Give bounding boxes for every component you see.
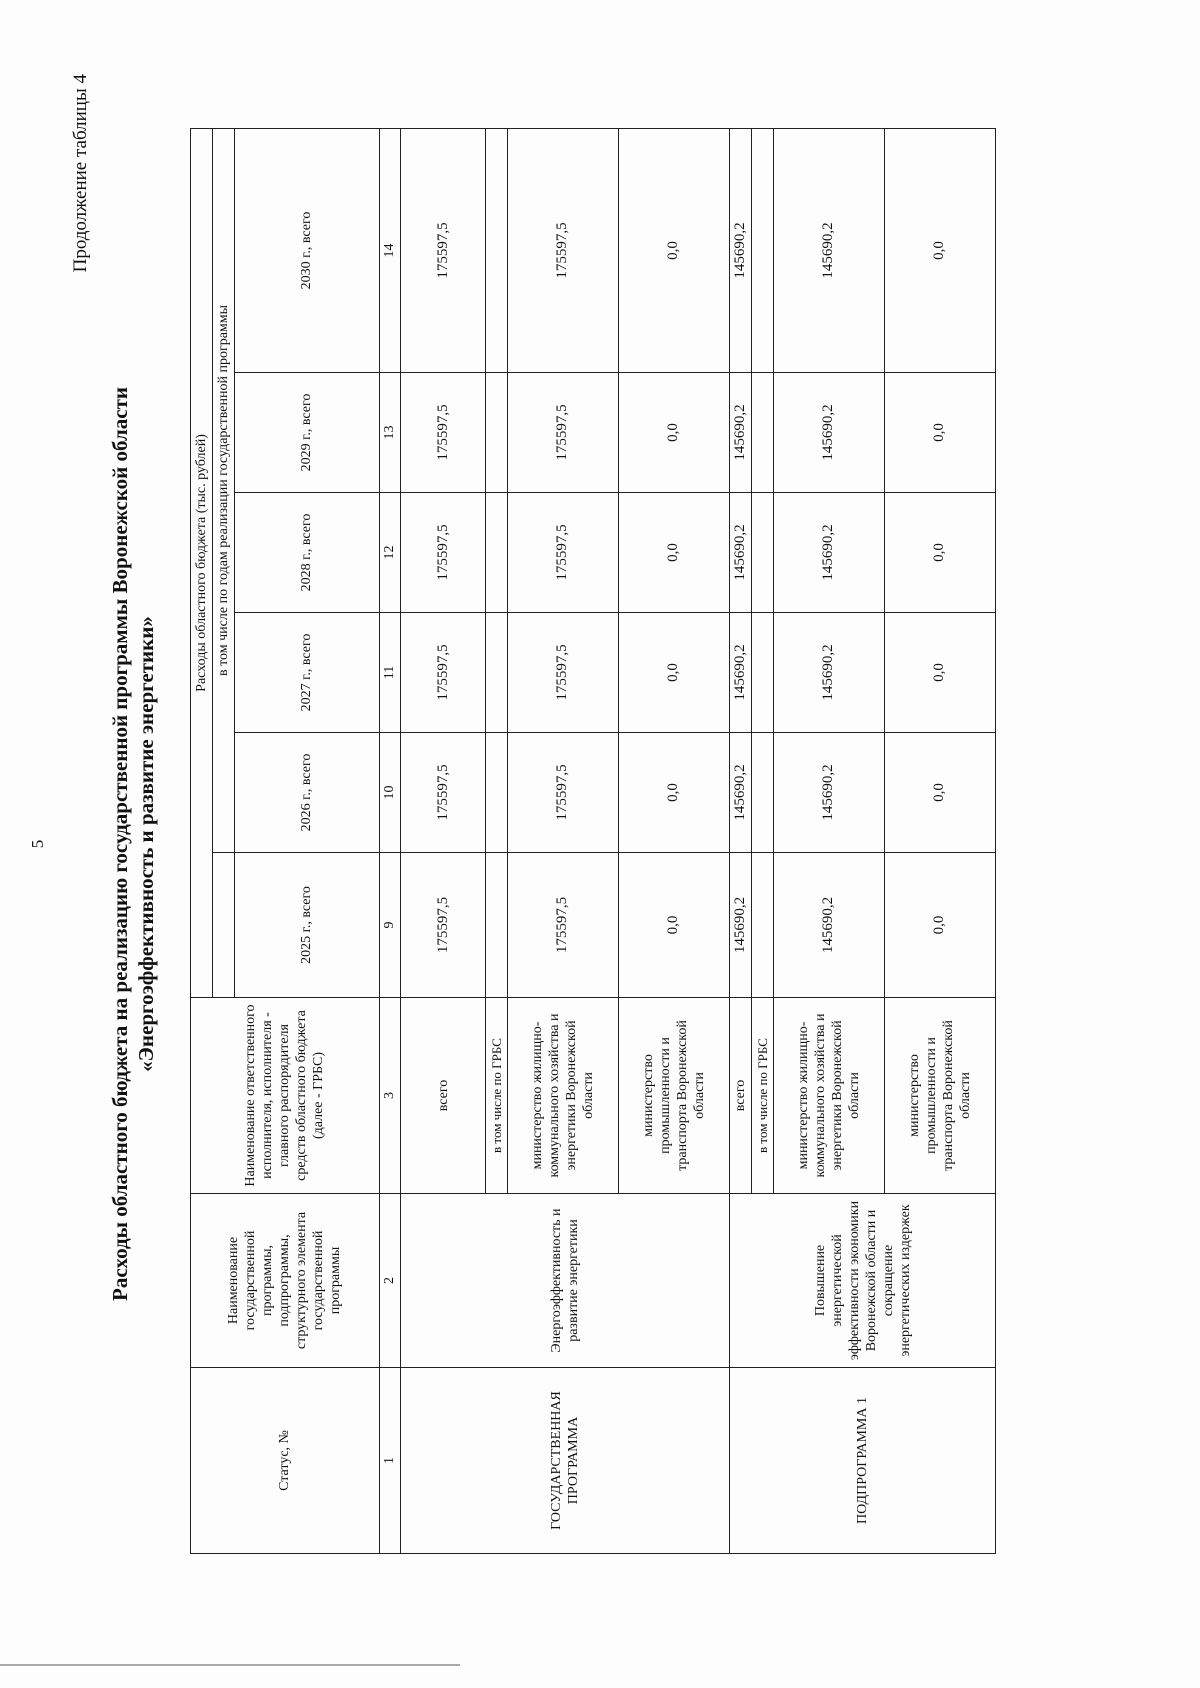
header-by-years: в том числе по годам реализации государственной программы [212, 128, 234, 852]
grbs-label: в том числе по ГРБС [751, 998, 773, 1194]
value-cell: 145690,2 [773, 733, 884, 853]
value-cell: 175597,5 [401, 373, 486, 493]
header-year-2028: 2028 г., всего [234, 493, 379, 613]
value-cell: 175597,5 [401, 613, 486, 733]
executor-total-label: всего [401, 998, 486, 1194]
value-cell: 145690,2 [730, 613, 752, 733]
value-cell: 145690,2 [730, 373, 752, 493]
value-cell: 145690,2 [773, 128, 884, 372]
value-cell: 0,0 [618, 373, 729, 493]
value-cell: 0,0 [884, 853, 995, 998]
value-cell: 0,0 [618, 733, 729, 853]
value-cell: 175597,5 [507, 373, 618, 493]
header-executor: Наименование ответственного исполнителя, исполнителя - главного распорядителя средств областного бюджета (далее - ГРБС) [191, 998, 380, 1194]
executor-total-label: всего [730, 998, 752, 1194]
column-number-row [379, 128, 401, 1553]
value-cell: 145690,2 [730, 128, 752, 372]
value-cell: 175597,5 [507, 853, 618, 998]
executor-cell: министерство промышленности и транспорта Воронежской области [618, 998, 729, 1194]
grbs-label: в том числе по ГРБС [485, 998, 507, 1194]
value-cell: 0,0 [618, 493, 729, 613]
col-number: 10 [379, 733, 401, 853]
table-row [730, 128, 752, 1553]
header-year-2026: 2026 г., всего [234, 733, 379, 853]
col-number: 14 [379, 128, 401, 372]
value-cell: 145690,2 [730, 733, 752, 853]
executor-cell: министерство промышленности и транспорта Воронежской области [884, 998, 995, 1194]
header-program-name: Наименование государственной программы, подпрограммы, структурного элемента государственной программы [191, 1194, 380, 1368]
scan-artifact-line [0, 1664, 460, 1666]
value-cell: 175597,5 [401, 733, 486, 853]
header-year-2027: 2027 г., всего [234, 613, 379, 733]
page-number: 5 [28, 839, 47, 849]
rotated-content [10, 64, 1170, 1624]
value-cell: 0,0 [884, 493, 995, 613]
header-year-2025: 2025 г., всего [234, 853, 379, 998]
table-row [401, 128, 486, 1553]
value-cell: 0,0 [618, 613, 729, 733]
value-cell: 145690,2 [773, 613, 884, 733]
budget-table [190, 128, 996, 1554]
status-cell: ГОСУДАРСТВЕННАЯ ПРОГРАММА [401, 1368, 730, 1554]
value-cell: 0,0 [618, 853, 729, 998]
value-cell: 145690,2 [730, 493, 752, 613]
col-number: 11 [379, 613, 401, 733]
value-cell: 175597,5 [507, 613, 618, 733]
value-cell: 145690,2 [773, 373, 884, 493]
value-cell: 175597,5 [507, 733, 618, 853]
status-cell: ПОДПРОГРАММА 1 [730, 1368, 996, 1554]
document-title [107, 204, 159, 1484]
header-year-2029: 2029 г., всего [234, 373, 379, 493]
value-cell: 175597,5 [401, 493, 486, 613]
value-cell: 0,0 [618, 128, 729, 372]
header-status: Статус, № [191, 1368, 380, 1554]
col-number: 12 [379, 493, 401, 613]
col-number: 2 [379, 1194, 401, 1368]
value-cell: 0,0 [884, 613, 995, 733]
col-number: 1 [379, 1368, 401, 1554]
value-cell: 175597,5 [507, 493, 618, 613]
budget-table-wrapper [190, 129, 996, 1554]
header-expenses: Расходы областного бюджета (тыс. рублей) [191, 128, 213, 997]
executor-cell: министерство жилищно-коммунального хозяйства и энергетики Воронежской области [507, 998, 618, 1194]
executor-cell: министерство жилищно-коммунального хозяйства и энергетики Воронежской области [773, 998, 884, 1194]
value-cell: 0,0 [884, 733, 995, 853]
col-number: 9 [379, 853, 401, 998]
col-number: 3 [379, 998, 401, 1194]
title-line-2: «Энергоэффективность и развитие энергетики» [134, 616, 158, 1072]
table-continuation-note: Продолжение таблицы 4 [70, 74, 91, 273]
program-name-cell: Повышение энергетической эффективности экономики Воронежской области и сокращение энергетических издержек [730, 1194, 996, 1368]
header-year-2030: 2030 г., всего [234, 128, 379, 372]
value-cell: 175597,5 [401, 853, 486, 998]
value-cell: 145690,2 [773, 853, 884, 998]
value-cell: 0,0 [884, 128, 995, 372]
program-name-cell: Энергоэффективность и развитие энергетики [401, 1194, 730, 1368]
value-cell: 145690,2 [730, 853, 752, 998]
value-cell: 0,0 [884, 373, 995, 493]
title-line-1: Расходы областного бюджета на реализацию государственной программы Воронежской области [108, 387, 132, 1301]
value-cell: 145690,2 [773, 493, 884, 613]
value-cell: 175597,5 [401, 128, 486, 372]
col-number: 13 [379, 373, 401, 493]
value-cell: 175597,5 [507, 128, 618, 372]
